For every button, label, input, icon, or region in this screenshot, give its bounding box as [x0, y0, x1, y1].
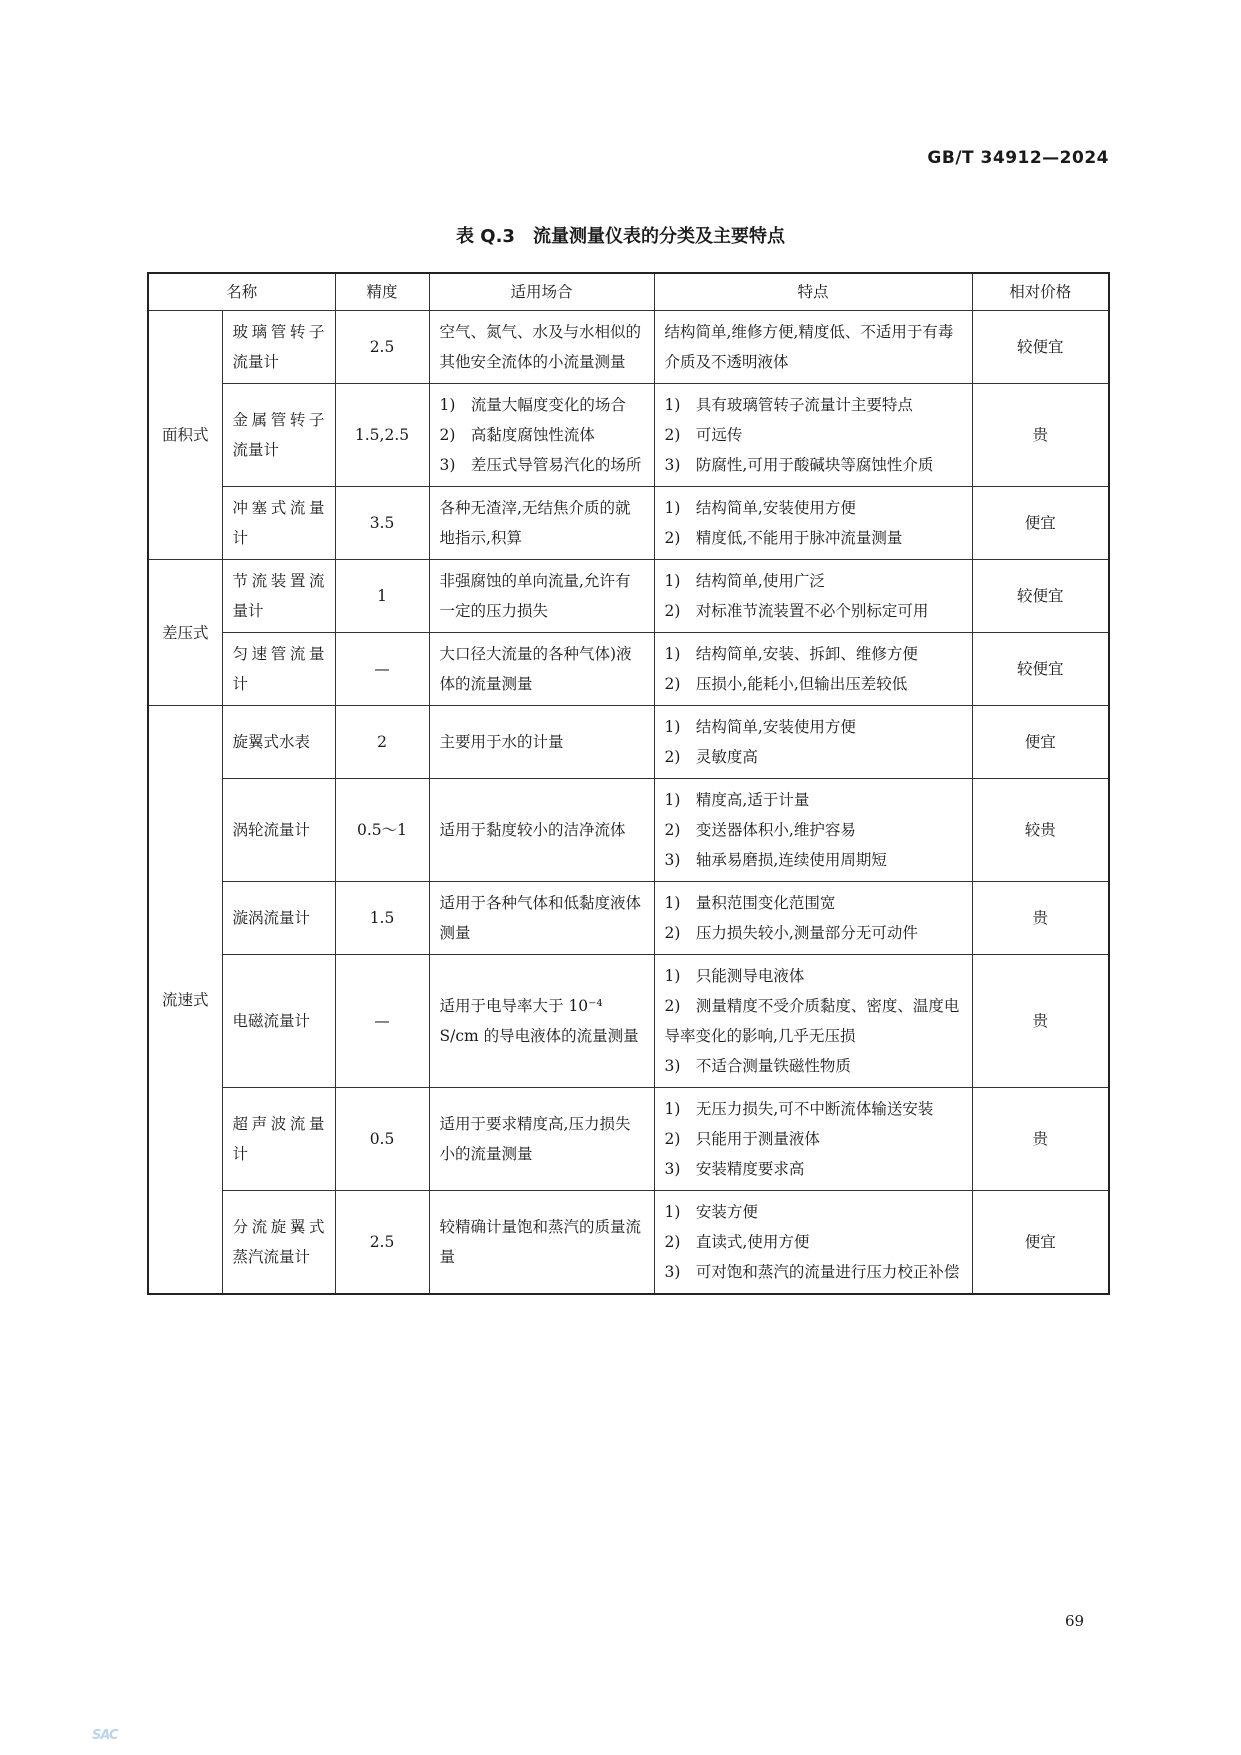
- feature-line: 1) 具有玻璃管转子流量计主要特点: [664, 396, 913, 414]
- use-cell: [429, 1191, 654, 1295]
- price-cell: 较便宜: [972, 560, 1109, 633]
- feature-line: 3) 防腐性,可用于酸碱块等腐蚀性介质: [664, 456, 934, 474]
- instrument-name-cell: 匀速管流量计: [222, 633, 335, 706]
- use-cell: [429, 560, 654, 633]
- accuracy-cell: —: [335, 955, 429, 1088]
- use-line: 较精确计量饱和蒸汽的质量流量: [439, 1218, 642, 1266]
- use-line: 空气、氮气、水及与水相似的其他安全流体的小流量测量: [439, 323, 642, 371]
- use-cell: [429, 487, 654, 560]
- use-cell: [429, 882, 654, 955]
- accuracy-cell: 3.5: [335, 487, 429, 560]
- use-cell: [429, 384, 654, 487]
- use-cell: [429, 779, 654, 882]
- flow-instrument-table: [147, 272, 1110, 1295]
- use-line: 各种无渣滓,无结焦介质的就地指示,积算: [439, 499, 631, 547]
- feature-line: 3) 轴承易磨损,连续使用周期短: [664, 851, 887, 869]
- feature-line: 2) 精度低,不能用于脉冲流量测量: [664, 529, 903, 547]
- instrument-name-cell: 分流旋翼式蒸汽流量计: [222, 1191, 335, 1295]
- feature-line: 1) 安装方便: [664, 1203, 758, 1221]
- use-line: 2) 高黏度腐蚀性流体: [439, 426, 595, 444]
- feature-line: 2) 变送器体积小,维护容易: [664, 821, 856, 839]
- table-row: [148, 1191, 1109, 1295]
- accuracy-cell: 2: [335, 706, 429, 779]
- feature-line: 2) 只能用于测量液体: [664, 1130, 820, 1148]
- table-row: [148, 311, 1109, 384]
- feature-line: 1) 精度高,适于计量: [664, 791, 810, 809]
- use-cell: [429, 311, 654, 384]
- features-cell: [654, 779, 972, 882]
- price-cell: 较便宜: [972, 311, 1109, 384]
- use-cell: [429, 955, 654, 1088]
- features-cell: [654, 1088, 972, 1191]
- features-cell: [654, 955, 972, 1088]
- use-line: 1) 流量大幅度变化的场合: [439, 396, 626, 414]
- instrument-name-cell: 节流装置流量计: [222, 560, 335, 633]
- use-line: 适用于各种气体和低黏度液体测量: [439, 894, 642, 942]
- use-line: 适用于要求精度高,压力损失小的流量测量: [439, 1115, 631, 1163]
- category-cell: 流速式: [148, 706, 222, 1295]
- table-row: [148, 487, 1109, 560]
- accuracy-cell: 0.5～1: [335, 779, 429, 882]
- use-line: 主要用于水的计量: [439, 733, 564, 751]
- feature-line: 3) 不适合测量铁磁性物质: [664, 1057, 851, 1075]
- features-cell: [654, 384, 972, 487]
- feature-line: 1) 结构简单,使用广泛: [664, 572, 825, 590]
- use-line: 3) 差压式导管易汽化的场所: [439, 456, 642, 474]
- table-row: [148, 882, 1109, 955]
- feature-line: 1) 结构简单,安装使用方便: [664, 499, 856, 517]
- instrument-name-cell: 冲塞式流量计: [222, 487, 335, 560]
- use-line: 大口径大流量的各种气体)液体的流量测量: [439, 645, 632, 693]
- accuracy-cell: 1.5: [335, 882, 429, 955]
- accuracy-cell: 1.5,2.5: [335, 384, 429, 487]
- table-header-row: [148, 273, 1109, 311]
- table-row: [148, 384, 1109, 487]
- page-number: 69: [1065, 1612, 1085, 1630]
- feature-line: 3) 安装精度要求高: [664, 1160, 805, 1178]
- accuracy-cell: 2.5: [335, 311, 429, 384]
- features-cell: [654, 311, 972, 384]
- instrument-name-cell: 电磁流量计: [222, 955, 335, 1088]
- header-features: 特点: [654, 273, 972, 311]
- features-cell: [654, 560, 972, 633]
- table-row: [148, 560, 1109, 633]
- standard-code: GB/T 34912—2024: [927, 148, 1109, 168]
- use-cell: [429, 633, 654, 706]
- table-caption: [0, 222, 1241, 248]
- use-line: 适用于黏度较小的洁净流体: [439, 821, 626, 839]
- instrument-name-cell: 超声波流量计: [222, 1088, 335, 1191]
- header-name: 名称: [148, 273, 335, 311]
- price-cell: 便宜: [972, 1191, 1109, 1295]
- table-row: [148, 955, 1109, 1088]
- table-row: [148, 1088, 1109, 1191]
- table-row: [148, 633, 1109, 706]
- use-line: 适用于电导率大于 10⁻⁴ S/cm 的导电液体的流量测量: [439, 997, 639, 1045]
- accuracy-cell: 2.5: [335, 1191, 429, 1295]
- table-number: 表 Q.3: [456, 226, 515, 247]
- table-body: [148, 311, 1109, 1295]
- instrument-name-cell: 涡轮流量计: [222, 779, 335, 882]
- use-cell: [429, 1088, 654, 1191]
- feature-line: 1) 结构简单,安装、拆卸、维修方便: [664, 645, 918, 663]
- instrument-name-cell: 漩涡流量计: [222, 882, 335, 955]
- features-cell: [654, 1191, 972, 1295]
- price-cell: 贵: [972, 1088, 1109, 1191]
- sac-logo: SAC: [92, 1728, 118, 1743]
- price-cell: 贵: [972, 882, 1109, 955]
- category-cell: 面积式: [148, 311, 222, 560]
- accuracy-cell: 1: [335, 560, 429, 633]
- feature-line: 1) 无压力损失,可不中断流体输送安装: [664, 1100, 934, 1118]
- accuracy-cell: —: [335, 633, 429, 706]
- feature-line: 2) 对标准节流装置不必个别标定可用: [664, 602, 929, 620]
- price-cell: 便宜: [972, 706, 1109, 779]
- instrument-name-cell: 金属管转子流量计: [222, 384, 335, 487]
- feature-line: 2) 压损小,能耗小,但输出压差较低: [664, 675, 908, 693]
- price-cell: 便宜: [972, 487, 1109, 560]
- feature-line: 1) 只能测导电液体: [664, 967, 805, 985]
- feature-line: 1) 量积范围变化范围宽: [664, 894, 836, 912]
- features-cell: [654, 706, 972, 779]
- table-row: [148, 779, 1109, 882]
- features-cell: [654, 633, 972, 706]
- feature-line: 结构简单,维修方便,精度低、不适用于有毒介质及不透明液体: [664, 323, 954, 371]
- instrument-name-cell: 玻璃管转子流量计: [222, 311, 335, 384]
- header-price: 相对价格: [972, 273, 1109, 311]
- price-cell: 贵: [972, 384, 1109, 487]
- feature-line: 2) 可远传: [664, 426, 743, 444]
- feature-line: 2) 测量精度不受介质黏度、密度、温度电导率变化的影响,几乎无压损: [664, 997, 960, 1045]
- instrument-name-cell: 旋翼式水表: [222, 706, 335, 779]
- feature-line: 1) 结构简单,安装使用方便: [664, 718, 856, 736]
- feature-line: 2) 灵敏度高: [664, 748, 758, 766]
- features-cell: [654, 882, 972, 955]
- price-cell: 较便宜: [972, 633, 1109, 706]
- feature-line: 2) 直读式,使用方便: [664, 1233, 810, 1251]
- price-cell: 较贵: [972, 779, 1109, 882]
- features-cell: [654, 487, 972, 560]
- use-cell: [429, 706, 654, 779]
- table-row: [148, 706, 1109, 779]
- header-use: 适用场合: [429, 273, 654, 311]
- table-title: 流量测量仪表的分类及主要特点: [532, 226, 785, 247]
- category-cell: 差压式: [148, 560, 222, 706]
- header-accuracy: 精度: [335, 273, 429, 311]
- accuracy-cell: 0.5: [335, 1088, 429, 1191]
- feature-line: 3) 可对饱和蒸汽的流量进行压力校正补偿: [664, 1263, 960, 1281]
- price-cell: 贵: [972, 955, 1109, 1088]
- use-line: 非强腐蚀的单向流量,允许有一定的压力损失: [439, 572, 631, 620]
- feature-line: 2) 压力损失较小,测量部分无可动件: [664, 924, 918, 942]
